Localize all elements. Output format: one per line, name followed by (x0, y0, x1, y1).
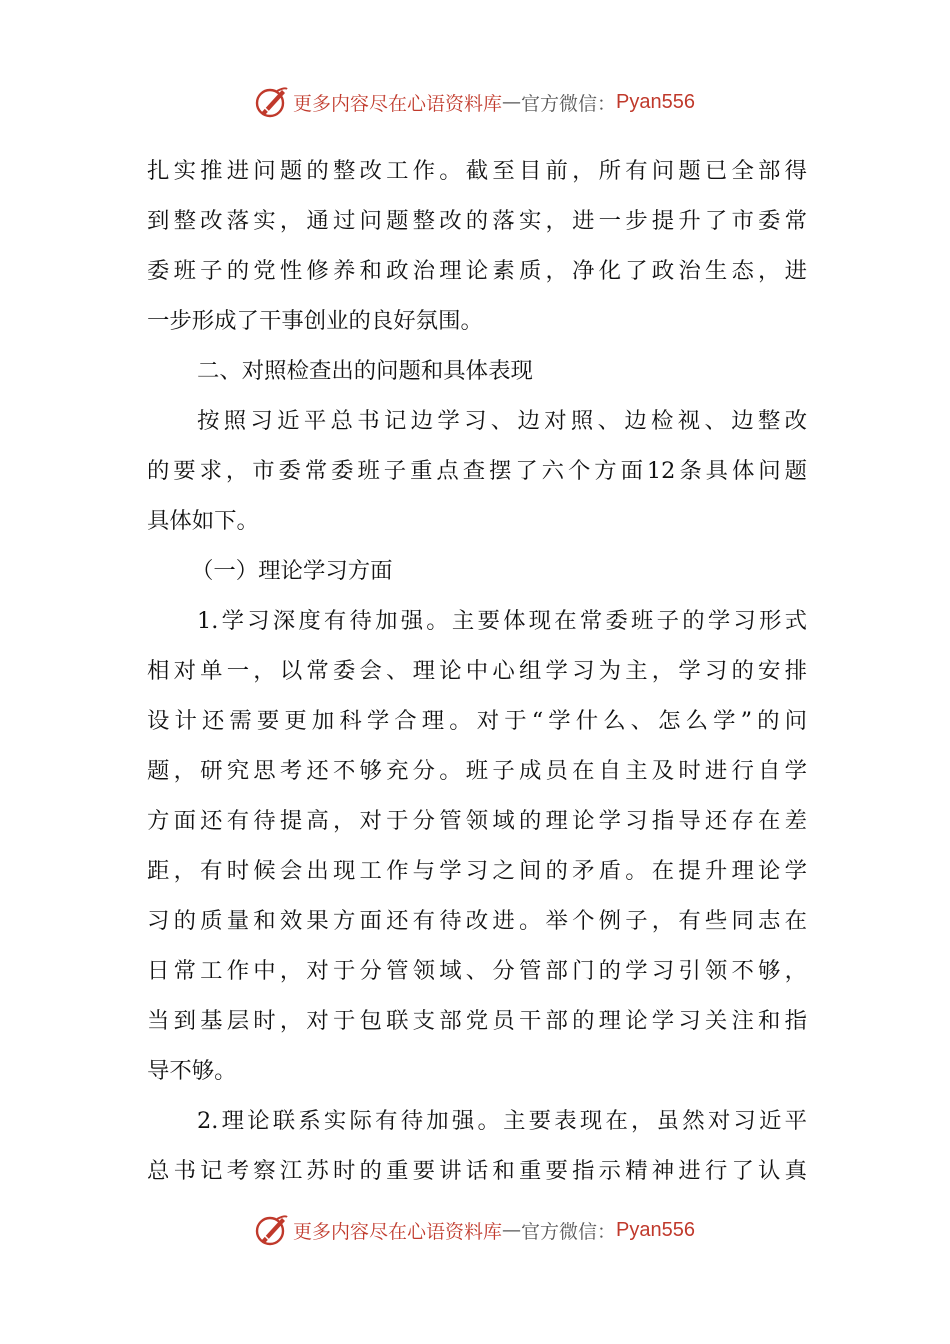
body-line: 扎实推进问题的整改工作。截至目前，所有问题已全部得 (147, 158, 807, 184)
body-line: 设计还需要更加科学合理。对于“学什么、怎么学”的问 (147, 708, 807, 734)
banner-separator: — (502, 91, 522, 113)
body-line: 当到基层时，对于包联支部党员干部的理论学习关注和指 (147, 1008, 807, 1034)
quill-pen-logo-icon (255, 85, 289, 119)
body-line: 按照习近平总书记边学习、边对照、边检视、边整改 (197, 408, 807, 434)
body-line: 2.理论联系实际有待加强。主要表现在，虽然对习近平 (197, 1108, 807, 1134)
body-line: 总书记考察江苏时的重要讲话和重要指示精神进行了认真 (147, 1158, 807, 1184)
body-line: 方面还有待提高，对于分管领域的理论学习指导还存在差 (147, 808, 807, 834)
body-line: 日常工作中，对于分管领域、分管部门的学习引领不够， (147, 958, 807, 984)
subsection-heading: （一）理论学习方面 (191, 558, 393, 584)
banner-separator: — (502, 1219, 522, 1241)
body-line: 具体如下。 (147, 508, 259, 534)
footer-banner (0, 1210, 950, 1250)
quill-pen-logo-icon (255, 1213, 289, 1247)
body-line: 1.学习深度有待加强。主要体现在常委班子的学习形式 (197, 608, 807, 634)
body-line: 习的质量和效果方面还有待改进。举个例子，有些同志在 (147, 908, 807, 934)
body-line: 题，研究思考还不够充分。班子成员在自主及时进行自学 (147, 758, 807, 784)
body-line: 到整改落实，通过问题整改的落实，进一步提升了市委常 (147, 208, 807, 234)
banner-wechat-id: Pyan556 (616, 90, 695, 113)
banner-brand-text: 更多内容尽在心语资料库 (293, 1220, 503, 1243)
body-line: 距，有时候会出现工作与学习之间的矛盾。在提升理论学 (147, 858, 807, 884)
banner-wechat-label: 官方微信： (521, 1220, 617, 1243)
body-line: 的要求，市委常委班子重点查摆了六个方面12条具体问题 (147, 458, 807, 484)
document-body (147, 146, 807, 1196)
banner-wechat-id: Pyan556 (616, 1218, 695, 1241)
banner-brand-text: 更多内容尽在心语资料库 (293, 92, 503, 115)
section-heading: 二、对照检查出的问题和具体表现 (197, 358, 533, 384)
body-line: 委班子的党性修养和政治理论素质，净化了政治生态，进 (147, 258, 807, 284)
body-line: 相对单一，以常委会、理论中心组学习为主，学习的安排 (147, 658, 807, 684)
body-line: 导不够。 (147, 1058, 237, 1084)
body-line: 一步形成了干事创业的良好氛围。 (147, 308, 483, 334)
banner-wechat-label: 官方微信： (521, 92, 617, 115)
header-banner (0, 82, 950, 122)
